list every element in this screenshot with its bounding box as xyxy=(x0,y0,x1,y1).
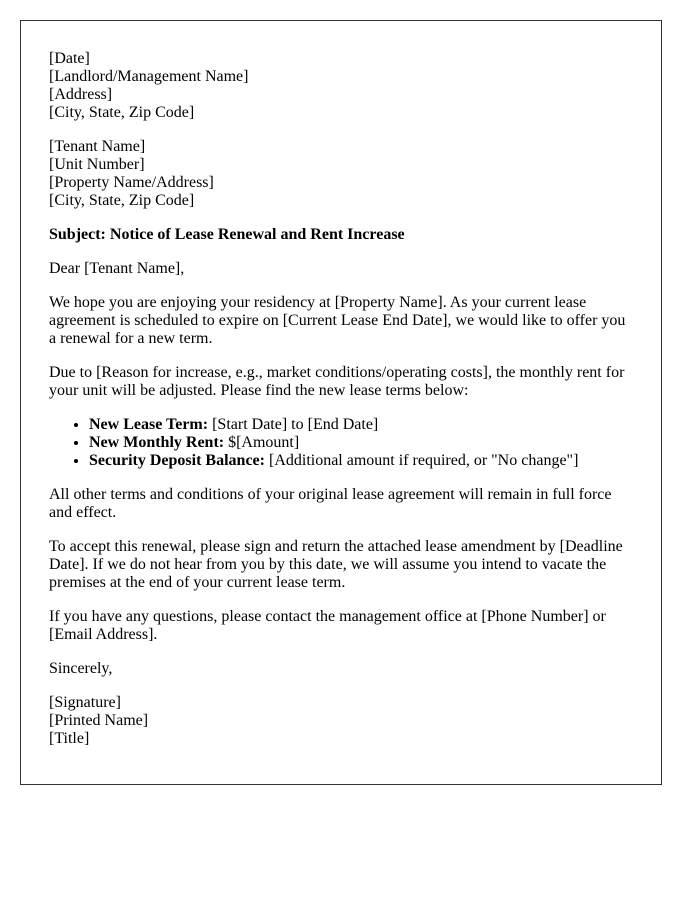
recipient-name: [Tenant Name] xyxy=(49,138,146,155)
signature: [Signature] xyxy=(49,694,121,711)
term-value: [Start Date] to [End Date] xyxy=(208,416,379,433)
lease-terms-list xyxy=(49,416,632,470)
accept-paragraph: To accept this renewal, please sign and return the attached lease amendment by [Deadline Date]. If we do not hear from you by this date, we will assume you intend to vacate the premises at the end of your current lease term. xyxy=(49,538,623,591)
list-item xyxy=(89,452,632,470)
signature-block xyxy=(49,694,632,748)
sender-city: [City, State, Zip Code] xyxy=(49,104,195,121)
letter xyxy=(20,20,662,785)
title: [Title] xyxy=(49,730,90,747)
contact-paragraph: If you have any questions, please contact the management office at [Phone Number] or [Email Address]. xyxy=(49,608,606,643)
recipient-unit: [Unit Number] xyxy=(49,156,145,173)
reason-paragraph: Due to [Reason for increase, e.g., market conditions/operating costs], the monthly rent for your unit will be adjusted. Please find the new lease terms below: xyxy=(49,364,625,399)
list-item xyxy=(89,434,632,452)
sender-address: [Address] xyxy=(49,86,113,103)
terms-paragraph: All other terms and conditions of your original lease agreement will remain in full force and effect. xyxy=(49,486,612,521)
closing: Sincerely, xyxy=(49,660,113,677)
rent-label: New Monthly Rent: xyxy=(89,434,225,451)
rent-value: $[Amount] xyxy=(224,434,300,451)
salutation: Dear [Tenant Name], xyxy=(49,260,185,277)
sender-date: [Date] xyxy=(49,50,90,67)
recipient-block xyxy=(49,138,632,210)
deposit-label: Security Deposit Balance: xyxy=(89,452,265,469)
term-label: New Lease Term: xyxy=(89,416,209,433)
list-item xyxy=(89,416,632,434)
sender-block xyxy=(49,50,632,122)
sender-name: [Landlord/Management Name] xyxy=(49,68,249,85)
subject-line: Subject: Notice of Lease Renewal and Rent Increase xyxy=(49,226,405,243)
intro-paragraph: We hope you are enjoying your residency at [Property Name]. As your current lease agreement is scheduled to expire on [Current Lease End Date], we would like to offer you a renewal for a new term. xyxy=(49,294,626,347)
recipient-property: [Property Name/Address] xyxy=(49,174,214,191)
recipient-city: [City, State, Zip Code] xyxy=(49,192,195,209)
deposit-value: [Additional amount if required, or "No change"] xyxy=(264,452,579,469)
printed-name: [Printed Name] xyxy=(49,712,149,729)
